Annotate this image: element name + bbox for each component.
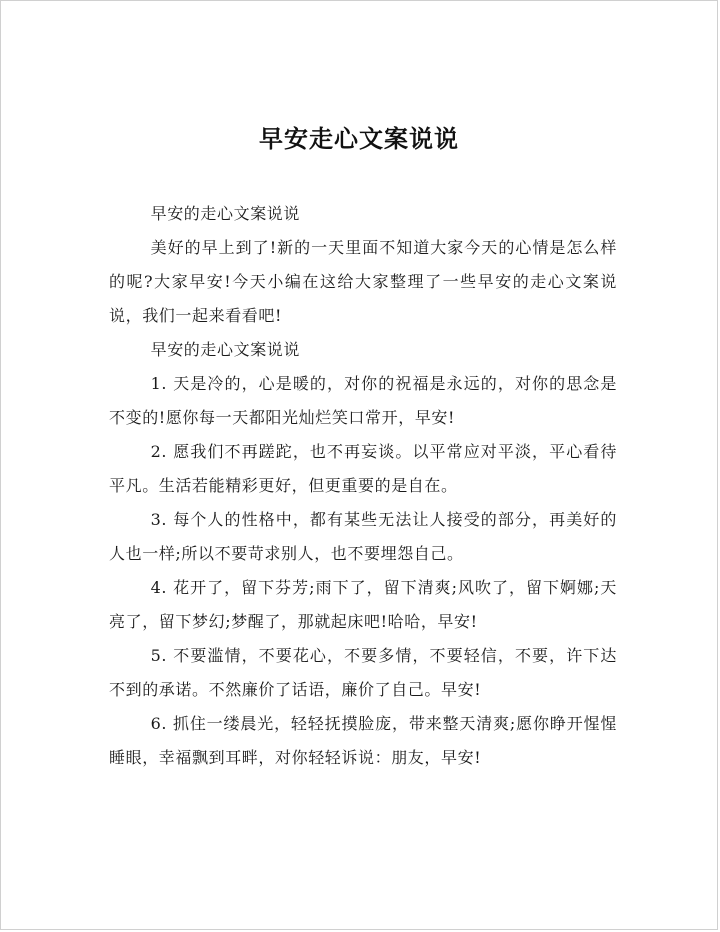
paragraph-item-5: 5. 不要滥情，不要花心，不要多情，不要轻信，不要，许下达不到的承诺。不然廉价了话语，廉价了自己。早安! <box>109 646 617 699</box>
paragraph-item-2: 2. 愿我们不再蹉跎，也不再妄谈。以平常应对平淡，平心看待平凡。生活若能精彩更好，但更重要的是自在。 <box>109 442 617 495</box>
paragraph-item-3: 3. 每个人的性格中，都有某些无法让人接受的部分，再美好的人也一样;所以不要苛求别人，也不要埋怨自己。 <box>109 510 617 563</box>
document-title: 早安走心文案说说 <box>259 125 459 153</box>
paragraph-item-1: 1. 天是冷的，心是暖的，对你的祝福是永远的，对你的思念是不变的!愿你每一天都阳光灿烂笑口常开，早安! <box>109 374 617 427</box>
paragraph-subtitle: 早安的走心文案说说 <box>150 204 300 223</box>
paragraph-item-4: 4. 花开了，留下芬芳;雨下了，留下清爽;风吹了，留下婀娜;天亮了，留下梦幻;梦醒了，那就起床吧!哈哈，早安! <box>109 578 617 631</box>
document-body <box>109 197 617 775</box>
paragraph-subtitle: 早安的走心文案说说 <box>150 340 300 359</box>
paragraph-item-6: 6. 抓住一缕晨光，轻轻抚摸脸庞，带来整天清爽;愿你睁开惺惺睡眼，幸福飘到耳畔，对你轻轻诉说：朋友，早安! <box>109 714 617 767</box>
paragraph-intro: 美好的早上到了!新的一天里面不知道大家今天的心情是怎么样的呢?大家早安!今天小编在这给大家整理了一些早安的走心文案说说，我们一起来看看吧! <box>109 238 617 325</box>
